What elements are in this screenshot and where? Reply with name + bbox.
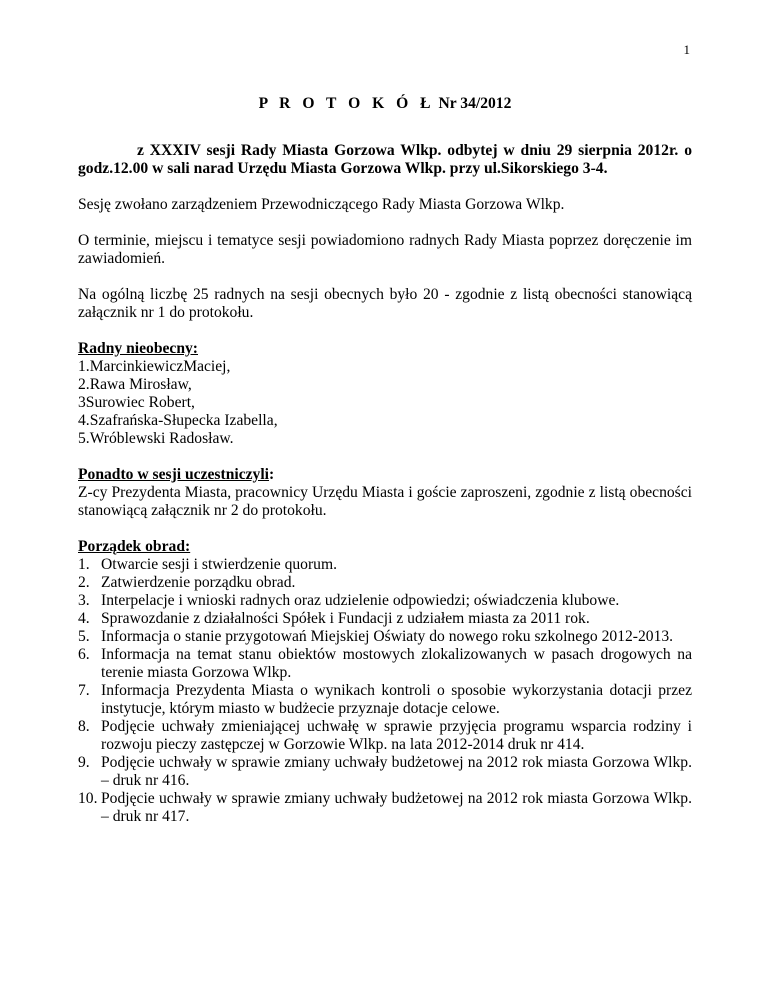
agenda-item-text: Zatwierdzenie porządku obrad.: [101, 574, 296, 591]
agenda-item: [78, 592, 692, 610]
agenda-item-number: 6.: [78, 646, 90, 663]
agenda-item: [78, 610, 692, 628]
absent-heading: Radny nieobecny:: [78, 340, 198, 357]
agenda-item-number: 10.: [78, 790, 98, 807]
document-title: [78, 95, 692, 113]
agenda-item-text: Podjęcie uchwały zmieniającej uchwałę w sprawie przyjęcia programu wsparcia rodziny i rozwoju pieczy zastępczej w Gorzowie Wlkp. na lata 2012-2014 druk nr 414.: [101, 718, 692, 753]
absent-item: 1.MarcinkiewiczMaciej,: [78, 358, 231, 375]
participants-colon: :: [269, 466, 275, 483]
agenda-section: [78, 538, 692, 826]
title-number: Nr 34/2012: [438, 95, 512, 112]
agenda-item-number: 4.: [78, 610, 90, 627]
page-number: 1: [683, 42, 690, 57]
agenda-item-text: Informacja o stanie przygotowań Miejskiej Oświaty do nowego roku szkolnego 2012-2013.: [101, 628, 674, 645]
agenda-item: [78, 556, 692, 574]
agenda-item-number: 2.: [78, 574, 90, 591]
agenda-item: [78, 754, 692, 790]
agenda-item-text: Otwarcie sesji i stwierdzenie quorum.: [101, 556, 338, 573]
agenda-item-number: 7.: [78, 682, 90, 699]
agenda-item: [78, 574, 692, 592]
agenda-item: [78, 628, 692, 646]
participants-heading: Ponadto w sesji uczestniczyli: [78, 466, 270, 483]
agenda-item-number: 3.: [78, 592, 90, 609]
session-intro: z XXXIV sesji Rady Miasta Gorzowa Wlkp. odbytej w dniu 29 sierpnia 2012r. o godz.12.00 w sali narad Urzędu Miasta Gorzowa Wlkp. przy ul.Sikorskiego 3-4.: [78, 142, 692, 177]
agenda-list: [78, 556, 692, 826]
agenda-item-text: Sprawozdanie z działalności Spółek i Fundacji z udziałem miasta za 2011 rok.: [101, 610, 590, 627]
agenda-item-text: Informacja na temat stanu obiektów mostowych zlokalizowanych w pasach drogowych na terenie miasta Gorzowa Wlkp.: [101, 646, 692, 681]
paragraph-attendance: Na ogólną liczbę 25 radnych na sesji obecnych było 20 - zgodnie z listą obecności stanowiącą załącznik nr 1 do protokołu.: [78, 286, 692, 321]
agenda-item-text: Informacja Prezydenta Miasta o wynikach kontroli o sposobie wykorzystania dotacji przez instytucje, którym miasto w budżecie przyznaje dotacje celowe.: [101, 682, 692, 717]
paragraph-notified: O terminie, miejscu i tematyce sesji powiadomiono radnych Rady Miasta poprzez doręczenie im zawiadomień.: [78, 232, 692, 267]
agenda-item-text: Podjęcie uchwały w sprawie zmiany uchwały budżetowej na 2012 rok miasta Gorzowa Wlkp. – druk nr 417.: [101, 790, 692, 825]
agenda-item-number: 8.: [78, 718, 90, 735]
agenda-item-number: 9.: [78, 754, 90, 771]
absent-section: [78, 340, 692, 448]
agenda-item-number: 5.: [78, 628, 90, 645]
paragraph-convened: Sesję zwołano zarządzeniem Przewodniczącego Rady Miasta Gorzowa Wlkp.: [78, 196, 565, 213]
document-body: [78, 95, 692, 844]
agenda-item-text: Podjęcie uchwały w sprawie zmiany uchwały budżetowej na 2012 rok miasta Gorzowa Wlkp. – druk nr 416.: [101, 754, 692, 789]
agenda-item: [78, 790, 692, 826]
participants-section: [78, 466, 692, 520]
absent-item: 3Surowiec Robert,: [78, 394, 195, 411]
agenda-item-text: Interpelacje i wnioski radnych oraz udzielenie odpowiedzi; oświadczenia klubowe.: [101, 592, 620, 609]
participants-text: Z-cy Prezydenta Miasta, pracownicy Urzędu Miasta i goście zaproszeni, zgodnie z listą obecności stanowiącą załącznik nr 2 do protokołu.: [78, 484, 692, 519]
absent-item: 4.Szafrańska-Słupecka Izabella,: [78, 412, 278, 429]
agenda-item: [78, 682, 692, 718]
agenda-item: [78, 718, 692, 754]
agenda-item-number: 1.: [78, 556, 90, 573]
agenda-item: [78, 646, 692, 682]
title-protokol: P R O T O K Ó Ł: [258, 95, 435, 112]
absent-item: 5.Wróblewski Radosław.: [78, 430, 234, 447]
absent-item: 2.Rawa Mirosław,: [78, 376, 192, 393]
agenda-heading: Porządek obrad:: [78, 538, 191, 555]
